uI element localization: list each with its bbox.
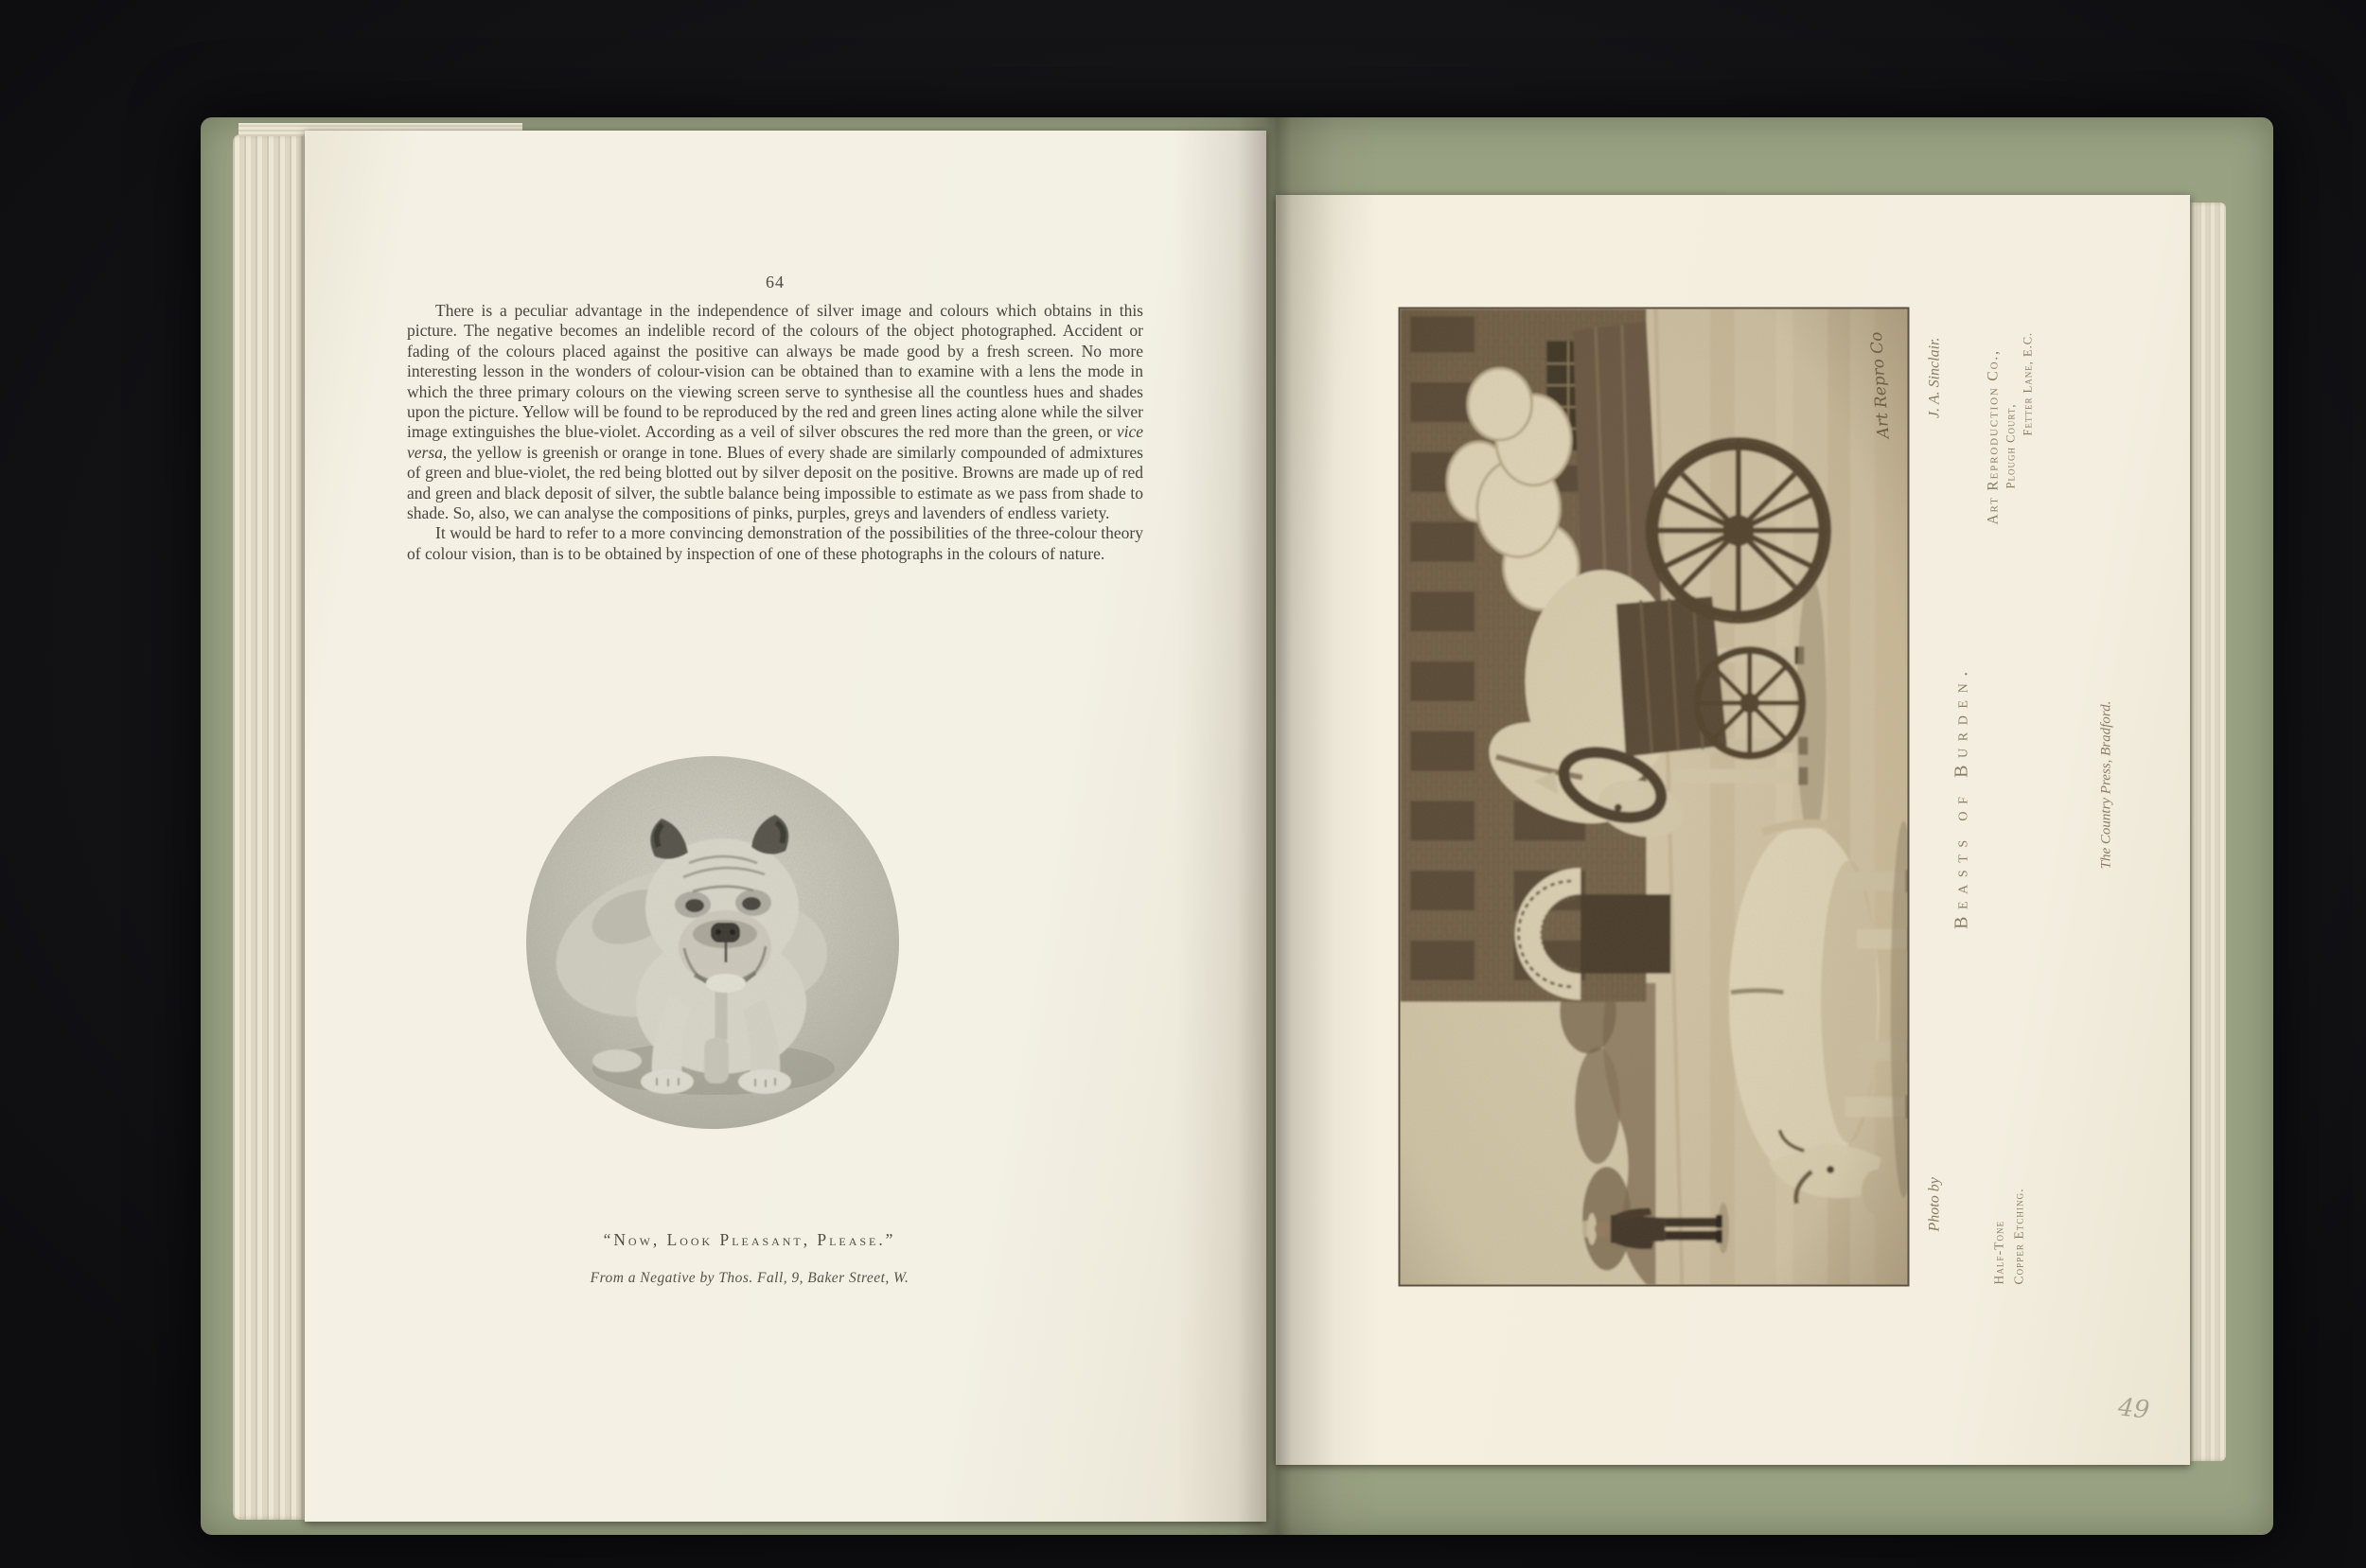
process-line-2: Copper Etching. — [2011, 1188, 2026, 1285]
plate — [1399, 308, 2129, 1287]
plate-photo — [1399, 308, 1910, 1287]
repro-line-1: Art Reproduction Co., — [1985, 349, 2002, 525]
repro-line-2: Plough Court, — [2004, 403, 2018, 489]
reproduction-credit — [1986, 308, 2037, 525]
page-edges-right — [2190, 203, 2226, 1461]
repro-line-3: Fetter Lane, E.C. — [2021, 331, 2035, 436]
photo-caption: “Now, Look Pleasant, Please.” — [603, 1230, 896, 1249]
paragraph-1-text-cont: , the yellow is greenish or orange in tone. Blues of every shade are similarly compounded of admixtures of green and blue-violet, the red being blotted out by silver deposit on the positive. Browns are made up of red and green and black deposit of silver, the subtle balance being impossible to estimate as we pass from shade to shade. So, also, we can analyse the compositions of pinks, purples, greys and lavenders of endless variety. — [407, 442, 1143, 523]
body-text — [407, 301, 1143, 564]
pencil-mark: 49 — [2116, 1393, 2151, 1425]
left-page — [305, 131, 1266, 1522]
engraver-signature: Art Repro Co — [1865, 331, 1893, 440]
page-number: 64 — [766, 273, 785, 291]
photographer-credit: J. A. Sinclair. — [1926, 337, 1943, 418]
printer-credit: The Country Press, Bradford. — [2098, 700, 2114, 870]
bulldog-photo — [526, 756, 899, 1129]
process-line-1: Half-Tone — [1991, 1220, 2006, 1285]
page-edges-left — [233, 134, 307, 1520]
paragraph-1 — [407, 301, 1143, 523]
right-page — [1276, 195, 2190, 1465]
paragraph-2: It would be hard to refer to a more convincing demonstration of the possibilities of the three-colour theory of colour vision, than is to be obtained by inspection of one of these photographs in the colours of nature. — [407, 523, 1143, 563]
beasts-of-burden-illustration — [1401, 309, 1908, 1285]
process-credit — [1989, 1188, 2029, 1284]
paragraph-1-italic: vice versa — [407, 422, 1143, 462]
plate-title: Beasts of Burden. — [1951, 664, 1972, 929]
bulldog-illustration — [526, 756, 899, 1129]
photo-by-label: Photo by — [1926, 1177, 1943, 1232]
paragraph-1-text: There is a peculiar advantage in the independence of silver image and colours which obtains in this picture. The negative becomes an indelible record of the colours of the object photographed. Accident or fading of the colours placed against the positive can always be made good by a fresh screen. No more interesting lesson in the wonders of colour-vision can be obtained than to examine with a lens the mode in which the three primary colours on the viewing screen serve to synthesise all the countless hues and shades upon the picture. Yellow will be found to be reproduced by the red and green lines acting alone while the silver image extinguishes the blue-violet. According as a veil of silver obscures the red more than the green, or — [407, 301, 1143, 442]
photo-credit: From a Negative by Thos. Fall, 9, Baker Street, W. — [590, 1270, 909, 1286]
